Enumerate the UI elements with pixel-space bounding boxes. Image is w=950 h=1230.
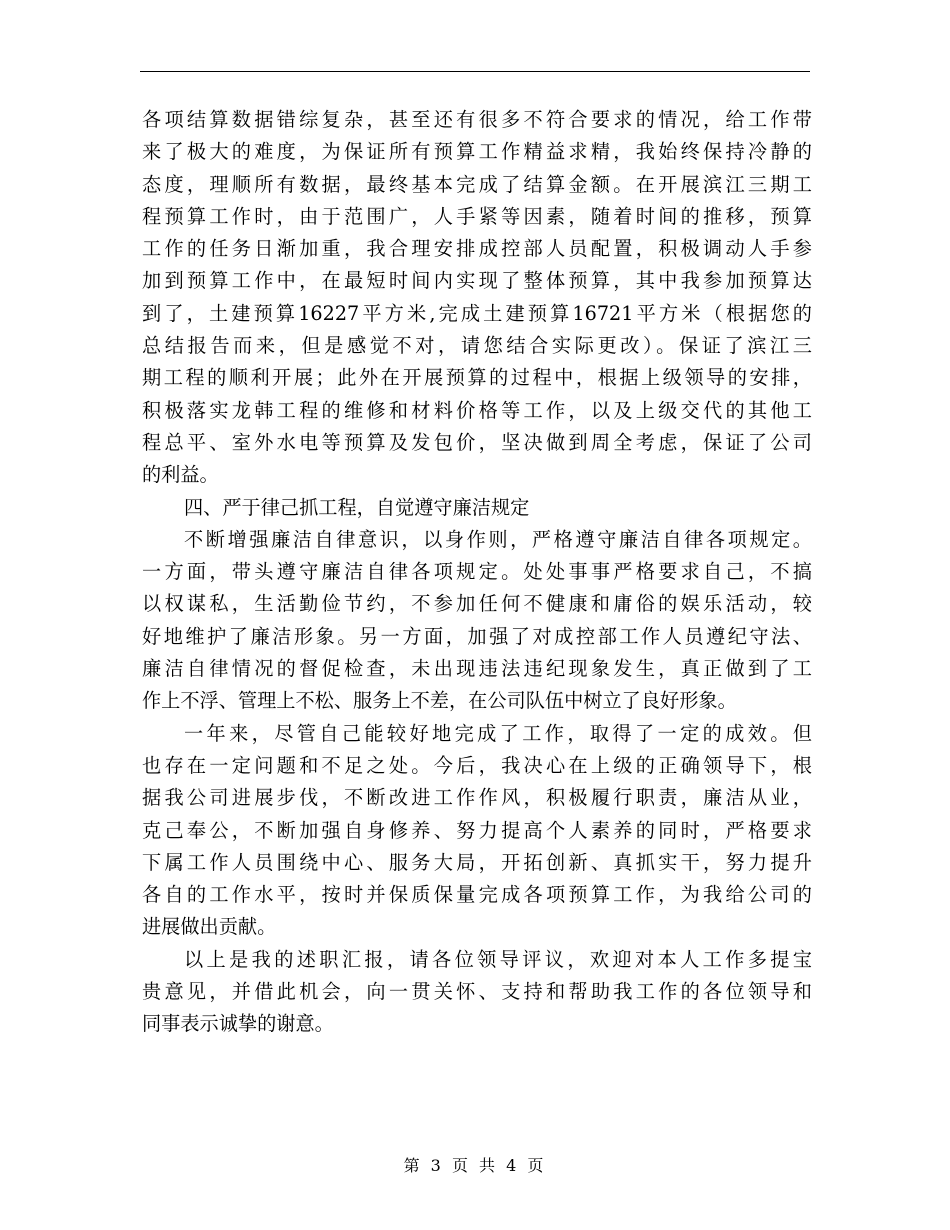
text-line: 进展做出贡献。: [142, 915, 277, 939]
text-line: 来了极大的难度，为保证所有预算工作精益求精，我始终保持冷静的: [142, 140, 812, 164]
text-line: 下属工作人员围绕中心、服务大局，开拓创新、真抓实干，努力提升: [142, 850, 812, 874]
text-line: 程总平、室外水电等预算及发包价，坚决做到周全考虑，保证了公司: [142, 430, 812, 454]
page-footer: 第 3 页 共 4 页: [403, 1156, 547, 1175]
text-line: 各项结算数据错综复杂，甚至还有很多不符合要求的情况，给工作带: [142, 108, 812, 131]
text-line: 以上是我的述职汇报，请各位领导评议，欢迎对本人工作多提宝: [184, 947, 812, 971]
text-line: 一年来，尽管自己能较好地完成了工作，取得了一定的成效。但: [184, 721, 812, 745]
document-body: [142, 104, 812, 1041]
text-line: 工作的任务日渐加重，我合理安排成控部人员配置，积极调动人手参: [142, 237, 812, 261]
text-line: 作上不浮、管理上不松、服务上不差，在公司队伍中树立了良好形象。: [142, 689, 737, 713]
text-line: 不断增强廉洁自律意识，以身作则，严格遵守廉洁自律各项规定。: [184, 527, 812, 551]
text-line: 一方面，带头遵守廉洁自律各项规定。处处事事严格要求自己，不搞: [142, 560, 812, 584]
text-line: 也存在一定问题和不足之处。今后，我决心在上级的正确领导下，根: [142, 753, 812, 777]
text-line: 加到预算工作中，在最短时间内实现了整体预算，其中我参加预算达: [142, 269, 812, 293]
text-line: 同事表示诚挚的谢意。: [142, 1012, 334, 1036]
text-line: 的利益。: [142, 463, 219, 487]
text-line: 态度，理顺所有数据，最终基本完成了结算金额。在开展滨江三期工: [142, 172, 812, 196]
text-line: 各自的工作水平，按时并保质保量完成各项预算工作，为我给公司的: [142, 883, 812, 907]
header-rule: [140, 71, 810, 72]
text-line: 据我公司进展步伐，不断改进工作作风，积极履行职责，廉洁从业，: [142, 786, 812, 810]
text-line: 到了，土建预算16227平方米,完成土建预算16721平方米（根据您的: [142, 301, 812, 325]
text-line: 积极落实龙韩工程的维修和材料价格等工作，以及上级交代的其他工: [142, 398, 812, 422]
text-line: 以权谋私，生活勤俭节约，不参加任何不健康和庸俗的娱乐活动，较: [142, 592, 812, 616]
text-line: 克己奉公，不断加强自身修养、努力提高个人素养的同时，严格要求: [142, 818, 812, 842]
text-line: 期工程的顺利开展；此外在开展预算的过程中，根据上级领导的安排，: [142, 366, 812, 390]
text-line: 好地维护了廉洁形象。另一方面，加强了对成控部工作人员遵纪守法、: [142, 624, 812, 648]
text-line: 总结报告而来，但是感觉不对，请您结合实际更改）。保证了滨江三: [142, 334, 812, 358]
text-line: 贵意见，并借此机会，向一贯关怀、支持和帮助我工作的各位领导和: [142, 980, 812, 1004]
text-line: 四、严于律己抓工程，自觉遵守廉洁规定: [184, 495, 530, 519]
text-line: 程预算工作时，由于范围广，人手紧等因素，随着时间的推移，预算: [142, 204, 812, 228]
text-line: 廉洁自律情况的督促检查，未出现违法违纪现象发生，真正做到了工: [142, 657, 812, 681]
